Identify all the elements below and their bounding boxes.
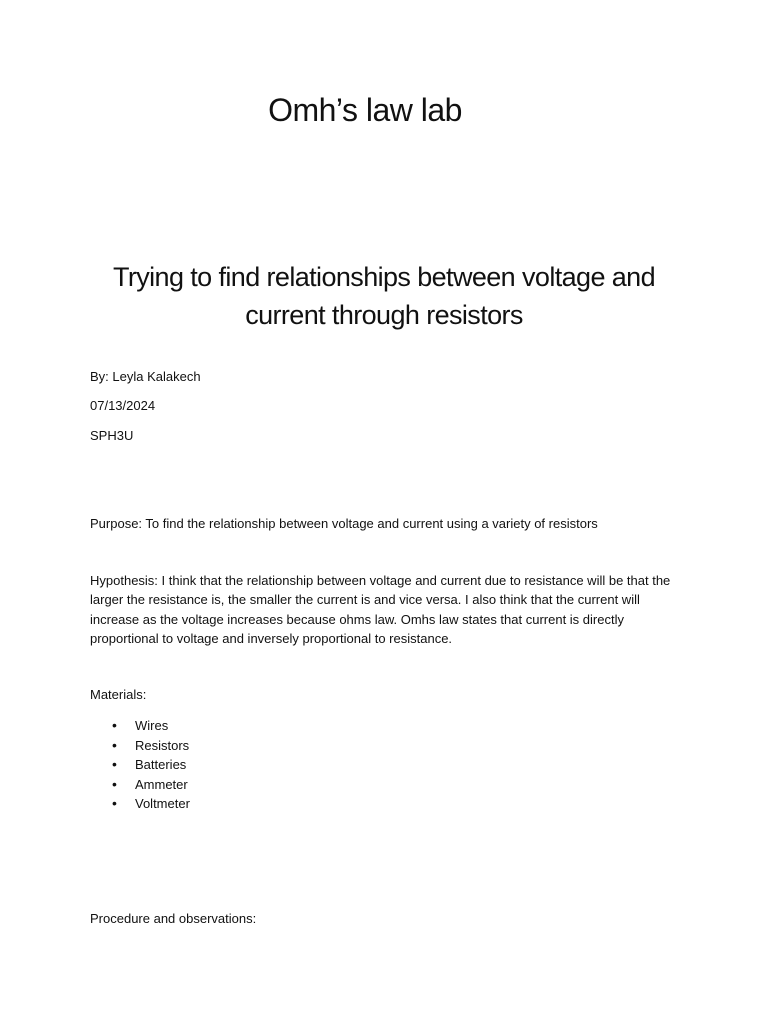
- bullet-icon: •: [112, 775, 117, 792]
- material-label: Wires: [135, 718, 169, 733]
- course-code: SPH3U: [90, 428, 134, 443]
- bullet-icon: •: [112, 795, 117, 812]
- list-item: [90, 775, 190, 795]
- author-line: By: Leyla Kalakech: [90, 369, 201, 384]
- document-subtitle: Trying to find relationships between voltage and current through resistors: [112, 262, 656, 330]
- list-item: [90, 755, 190, 775]
- list-item: [90, 794, 190, 814]
- list-item: [90, 736, 190, 756]
- bullet-icon: •: [112, 736, 117, 753]
- material-label: Batteries: [135, 757, 187, 773]
- purpose-paragraph: Purpose: To find the relationship between voltage and current using a variety of resistors: [90, 516, 598, 531]
- materials-list: [90, 716, 190, 814]
- hypothesis-paragraph: Hypothesis: I think that the relationship between voltage and current due to resistance will be that the larger the resistance is, the smaller the current is and vice versa. I also think that the current will increase as the voltage increases because ohms law. Omhs law states that current is directly proportional to voltage and inversely proportional to resistance.: [90, 573, 671, 646]
- document-title: Omh’s law lab: [268, 92, 462, 128]
- material-label: Ammeter: [135, 776, 188, 792]
- materials-heading: Materials:: [90, 687, 147, 702]
- material-label: Resistors: [135, 737, 190, 753]
- material-label: Voltmeter: [135, 796, 190, 812]
- procedure-heading: Procedure and observations:: [90, 911, 257, 926]
- bullet-icon: •: [112, 717, 117, 733]
- list-item: [90, 716, 190, 736]
- bullet-icon: •: [112, 756, 117, 773]
- date-line: 07/13/2024: [90, 398, 156, 413]
